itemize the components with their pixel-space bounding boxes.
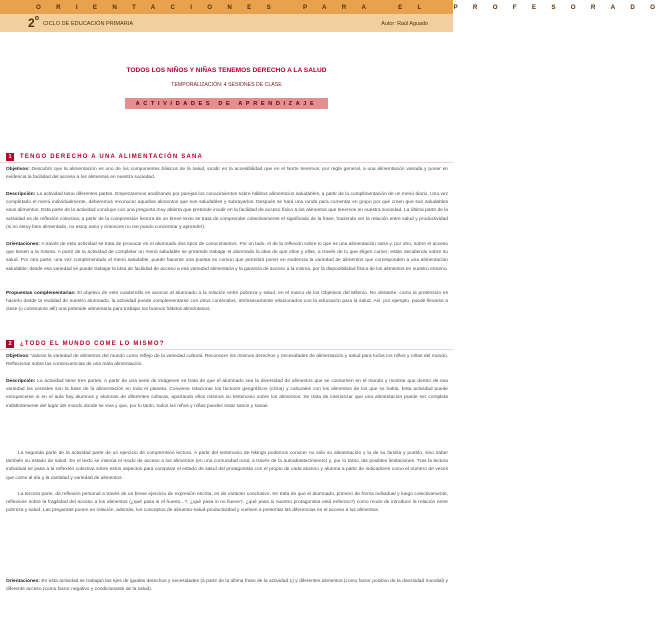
actividades-label: ACTIVIDADES DE APRENDIZAJE <box>135 100 318 107</box>
section-2-title: ¿TODO EL MUNDO COME LO MISMO? <box>20 340 165 347</box>
s2-segunda-parte: La segunda parte de la actividad parte de un ejercicio de comprensión lectora. A partir del testimonio de Nkingo podemos conocer no sólo su alimentación y la de su familia y pueblo, sino saber también su estado de salud. En el texto se insinúa el modo de acceso a los alimentos (en una comunidad rural, a través de la autoabastecimiento) y, por lo tanto, las posibles limitaciones. Tras la lectura individual se pasa a la reflexión colectiva sobre estos aspectos para comparar el estado de salud del protagonista con el propio de cada alumno y alumna a partir de indicadores como el número de veces que come al día y la cantidad y variedad de alimentos. <box>6 451 448 481</box>
section-1-number: 1 <box>6 153 14 161</box>
header-band <box>0 0 670 32</box>
page-title: TODOS LOS NIÑOS Y NIÑAS TENEMOS DERECHO A LA SALUD <box>126 67 327 74</box>
s2-orientaciones: Orientaciones: En esta actividad se trabajan las ejes de iguales derechos y necesidades (a partir de la última frase de la actividad 1) y diferentes alimentos (como factor positivo de la diversidad mundial) y diferente acceso (como factor negativo y condicionante de la salud). <box>6 579 448 593</box>
s2-tercera-parte: La tercera parte, de reflexión personal a través de un breve ejercicio de expresión escrita, es de carácter conclusivo. Se trata de que el alumnado, primero de forma individual y luego colectivamente, reflexione sobre la fragilidad del acceso a los alimentos (¿qué pasa si el huerto...?, ¿qué pasa si no llueve?, ¿qué pasa si nuestro protagonista está enfermo?) como modo de introducir la relación entre pobreza y salud. Las preguntas ponen en relación, además, los conceptos de alimento-salud-productividad y vuelven a presentar las diferencias en el acceso a los alimentos. <box>6 492 448 514</box>
header-top-band <box>0 0 670 14</box>
orientaciones-heading: ORIENTACIONES PARA EL PROFESORADO <box>36 3 670 11</box>
s2-descripcion: Descripción: La actividad tiene tres partes. A partir de una serie de imágenes se trata de que el alumnado vea la diversidad de alimentos que se consumen en el mundo y mostrar que dentro de esa variedad los cereales son la base de la alimentación en todo el planeta. Conviene relacionar los factores geográficos (clima) y culturales con los alimentos de los que se habla. Esta actividad puede enriquecerse si en el aula hay alumnos y alumnas de diferentes culturas, aportando ellos mismos su testimonio sobre los alimentos. Se trata de interiorizar que una alimentación puede ser completa indistintamente del lugar del mundo donde se viva y que, por lo tanto, todos los niños y niñas pueden estar sanos y sanas. <box>6 379 448 409</box>
author-credit: Autor: Raúl Aguado <box>381 21 428 27</box>
s1-propuestas: Propuestas complementarias: El objetivo de este cuadernillo es acercar al alumnado a la relación entre pobreza y salud, en el marco de los Objetivos del Milenio. No obstante, como la pretensión es hacerlo desde la realidad de nuestro alumnado, la actividad puede complementarse con otros contenidos, intrínsecamente relacionados con la educación para la salud. Así, por ejemplo, puede llevarse a clase (o construirse allí) una pirámide alimentaria para trabajar los buenos hábitos alimentarios. <box>6 291 449 313</box>
header-subline <box>28 16 428 30</box>
section-1-header <box>0 151 453 163</box>
section-2-number: 2 <box>6 340 14 348</box>
s1-descripcion: Descripción: La actividad tiene diferentes partes. Empezaremos analizando por parejas los conocimientos sobre hábitos alimenticios saludables, a partir de la cumplimentación de un menú diario. Una vez completado el menú individualmente, deberemos reconocer aquellos alimentos que son saludables y subrayarlos. Después se hará una ronda para comentar en grupo por qué creen que son saludables esos alimentos. Esta parte de la actividad concluye con una pregunta muy abierta que pretende incidir en la facilidad de acceso físico a los alimentos que tenemos en nuestra sociedad. La última parte de la actividad es de reflexión colectiva; a partir de la comprensión lectora de un breve texto se trata de comprender colectivamente el significado de la frase, haciendo ver la relación entre salud y productividad (si no estoy bien alimentado, no estoy sano y entonces no me puedo concentrar y aprender). <box>6 192 448 230</box>
s1-orientaciones: Orientaciones: A través de esta actividad se trata de provocar en el alumnado dos tipos de conocimientos. Por un lado, el de la reflexión sobre lo que es una alimentación sana y, por otro, sobre el acceso que tienen a la misma. A partir de la actividad de completar un menú saludable se pretende trabajar el alumnado la idea de que ellos y ellas, a través de lo que eligen comer, están decidiendo sobre su salud. Por otra parte, una vez cumplimentado el menú saludable, puede hacerse una puesta en común que permitirá poner en evidencia la variedad de alimentos que corresponden a una alimentación saludable: desde esa variedad se puede trabajar la idea de facilidad de acceso a esa variedad alimentaria y la garantía de acceso a la misma, por la disponibilidad física de los alimentos en nuestro entorno. <box>6 242 448 272</box>
section-2-header <box>0 338 453 350</box>
section-1-title: TENGO DERECHO A UNA ALIMENTACIÓN SANA <box>20 153 204 160</box>
ciclo-number: 2$^o$ <box>28 15 39 30</box>
ciclo-label: CICLO DE EDUCACIÓN PRIMARIA <box>42 21 134 27</box>
actividades-banner <box>125 98 328 109</box>
temporalizacion: TEMPORALIZACIÓN: 4 SESIONES DE CLASE <box>171 82 282 88</box>
s2-objetivos: Objetivos: Valorar la variedad de alimentos del mundo como reflejo de la variedad cultural. Reconocer los mismos derechos y necesidades de alimentación y salud para todos los niños y niñas del mundo. Reflexionar sobre las consecuencias de una mala alimentación. <box>6 354 448 368</box>
s1-objetivos: Objetivos: Descubrir que la alimentación es uno de los componentes básicos de la salud, incidir en la accesibilidad que en el Norte tenemos, por regla general, a una alimentación variada y poner en evidencia la facilidad del acceso a los alimentos en nuestra sociedad. <box>6 167 448 181</box>
